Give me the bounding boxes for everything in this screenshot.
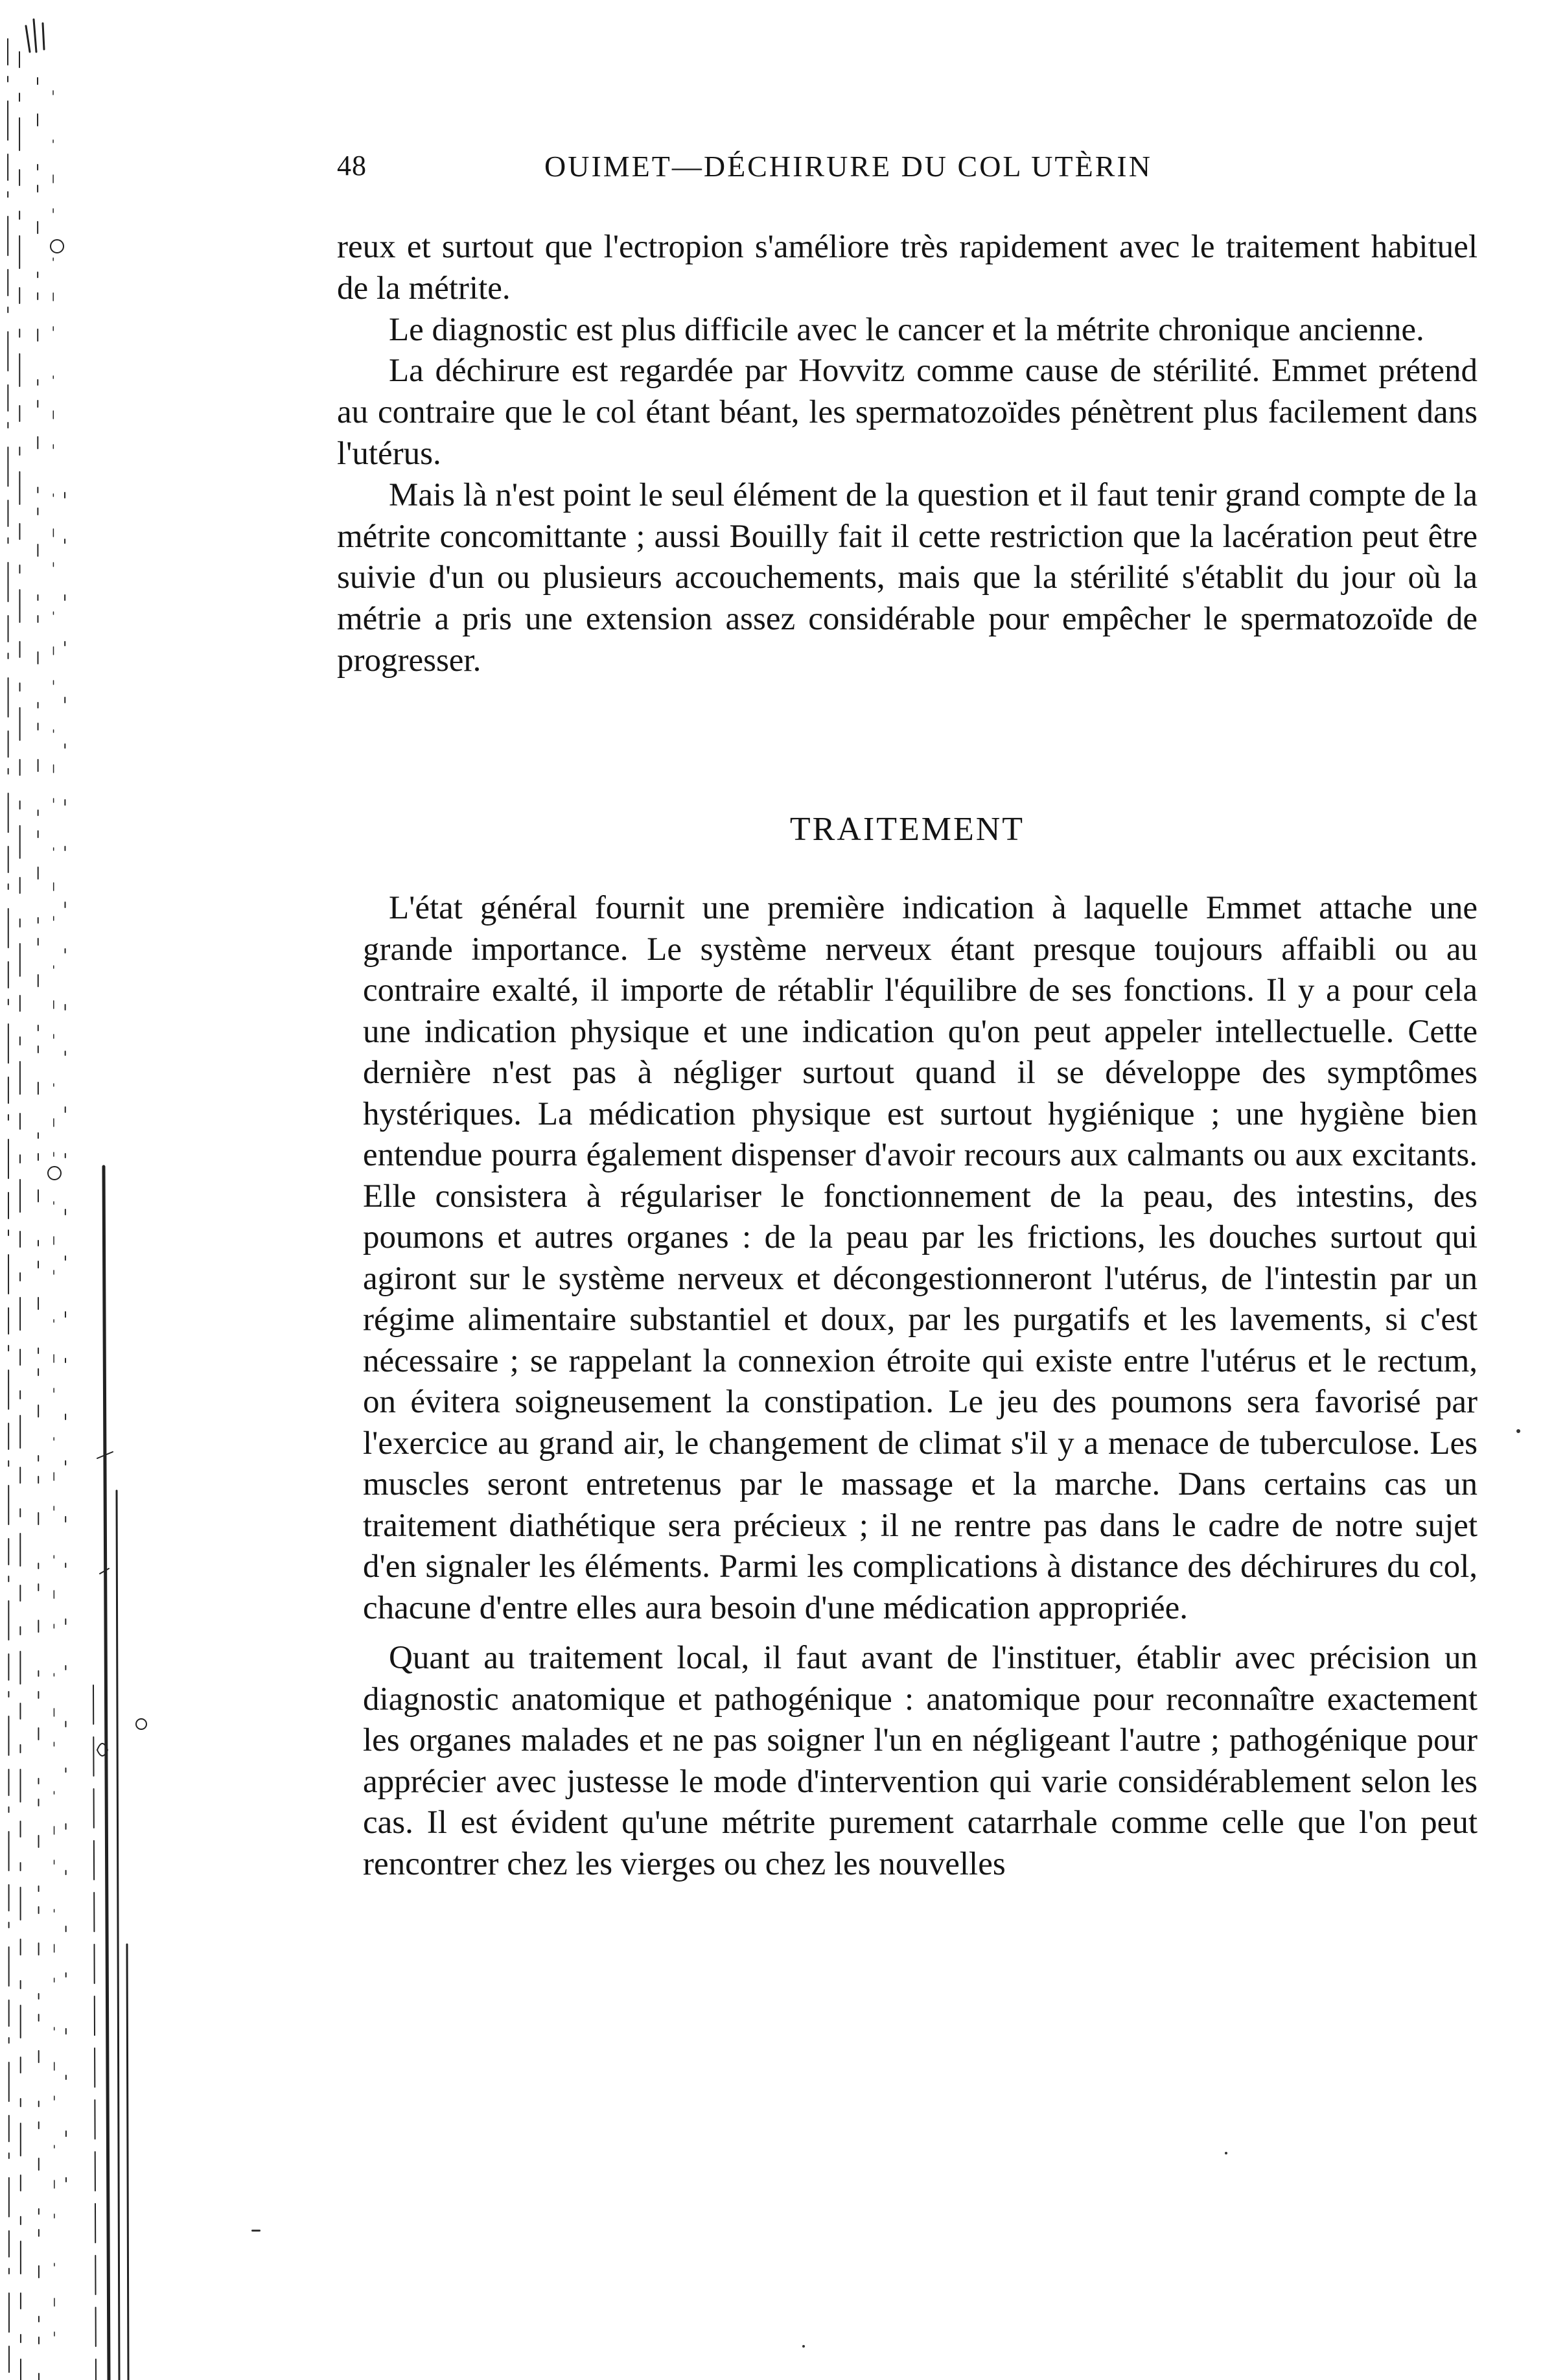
ink-speck [802,2345,805,2348]
page-number: 48 [337,150,367,181]
paragraph: La déchirure est regardée par Hovvitz comme cause de stérilité. Emmet prétend au contraire que le col étant béant, les spermatozoïdes pénètrent plus facilement dans l'utérus. [337,353,1478,472]
ink-speck [251,2230,261,2232]
paragraph: Mais là n'est point le seul élément de la question et il faut tenir grand compte de la métrite concomittante ; aussi Bouilly fait il cette restriction que la lacération peut être suivie d'un ou plusieurs accouchements, mais que la stérilité s'établit du jour où la métrie a pris une extension assez considérable pour empêcher le spermatozoïde de progresser. [337,476,1478,679]
paragraph: L'état général fournit une première indication à laquelle Emmet attache une grande importance. Le système nerveux étant presque toujours affaibli ou au contraire exalté, il importe de rétablir l'équilibre de ses fonctions. Il y a pour cela une indication physique et une indication qu'on peut appeler intellectuelle. Cette dernière n'est pas à négliger surtout quand il se développe des symptômes hystériques. La médication physique est surtout hygiénique ; une hygiène bien entendue pourra également dispenser d'avoir recours aux calmants ou aux excitants. Elle consistera à régulariser le fonctionnement de la peau, des intestins, des poumons et autres organes : de la peau par les frictions, les douches surtout qui agiront sur le système nerveux et décongestionneront l'utérus, de l'intestin par un régime alimentaire substantiel et doux, par les purgatifs et les lavements, si c'est nécessaire ; se rappelant la connexion étroite qui existe entre l'utérus et le rectum, on évitera soigneusement la constipation. Le jeu des poumons sera favorisé par l'exercice au grand air, le changement de climat s'il y a menace de tuberculose. Les muscles seront entretenus par le massage et la marche. Dans certains cas un traitement diathétique sera précieux ; il ne rentre pas dans le cadre de notre sujet d'en signaler les éléments. Parmi les complications à distance des déchirures du col, chacune d'entre elles aura besoin d'une médication appropriée. [363,890,1478,1626]
body-text-continued [337,227,1478,682]
paragraph: Le diagnostic est plus difficile avec le cancer et la métrite chronique ancienne. [389,311,1424,348]
running-header [337,149,1257,194]
ink-speck [1225,2152,1227,2154]
ink-speck [1516,1429,1520,1433]
paragraph: reux et surtout que l'ectropion s'améliore très rapidement avec le traitement habituel de la métrite. [337,229,1478,307]
running-title: OUIMET—DÉCHIRURE DU COL UTÈRIN [544,150,1152,183]
section-heading: TRAITEMENT [789,811,1025,848]
paragraph: Quant au traitement local, il faut avant de l'instituer, établir avec précision un diagnostic anatomique et pathogénique : anatomique pour reconnaître exactement les organes malades et ne pas soigner l'un en négligeant l'autre ; pathogénique pour apprécier avec justesse le mode d'intervention qui varie considérablement selon les cas. Il est évident qu'une métrite purement catarrhale comme celle que l'on peut rencontrer chez les vierges ou chez les nouvelles [363,1640,1478,1882]
scanned-binding-edge [0,0,156,2380]
section-body [363,888,1478,1885]
